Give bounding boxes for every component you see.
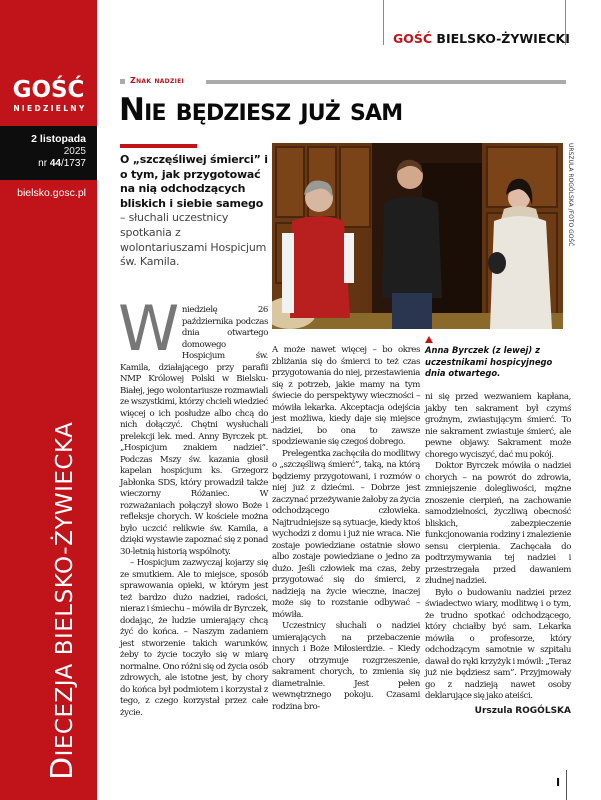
logo-sub: NIEDZIELNY: [13, 104, 87, 113]
gosc-niedzielny-logo: [0, 78, 97, 113]
caption-triangle-icon: [425, 336, 433, 343]
section-rule: [206, 80, 566, 84]
section-label: Znak nadziei: [130, 76, 185, 85]
lead-bold: O „szczęśliwej śmierci” i o tym, jak przygotować na nią odchodzących bliskich i siebie samego: [120, 153, 268, 210]
issue-year: 2025: [63, 146, 86, 157]
issue-date: 2 listopada: [31, 133, 86, 145]
logo-main: GOŚĆ: [12, 77, 85, 103]
issue-number-value: 44: [49, 158, 61, 169]
issue-prefix: nr: [38, 158, 48, 169]
diocese-rest: IECEZJA BIELSKO-ŻYWIECKA: [52, 421, 78, 757]
masthead: [393, 31, 570, 46]
website-link[interactable]: bielsko.gosc.pl: [17, 187, 86, 199]
diocese-first-letter: D: [45, 756, 80, 780]
drop-cap: W: [118, 292, 179, 365]
article-column-3: [425, 392, 571, 717]
masthead-region: BIELSKO-ŻYWIECKI: [436, 31, 570, 46]
diocese-label: [45, 421, 80, 780]
header-divider-left: [383, 0, 384, 45]
article-photo: [272, 143, 563, 329]
paragraph: [118, 292, 268, 558]
lead-rest: – słuchali uczestnicy spotkania z wolontariuszami Hospicjum św. Kamila.: [120, 211, 267, 269]
photo-caption: Anna Byrczek (z lewej) z uczestnikami hospicyjnego dnia otwartego.: [425, 345, 553, 378]
sidebar: [0, 0, 97, 800]
masthead-brand: GOŚĆ: [393, 31, 433, 46]
page-number-rule: [566, 770, 567, 800]
paragraph: – Hospicjum zazwyczaj kojarzy się ze smutkiem. Ale to miejsce, sposób sprawowania opieki, w którym jest też bardzo dużo nadziei, radości, nieraz i śmiechu – mówiła dr Byrczek, dodając, że ludzie umierający chcą żyć do końca. – Naszym zadaniem jest stworzenie takich warunków, żeby to życie toczyło się w miarę normalne. Ono różni się od życia osób zdrowych, ale istotne jest, by chory do końca był podmiotem i korzystał z tego, z czego korzystał przez całe życie.: [120, 558, 268, 718]
author-byline: Urszula ROGÓLSKA: [474, 705, 571, 716]
paragraph: Doktor Byrczek mówiła o nadziei chorych – na powrót do zdrowia, zmniejszenie dolegliwości, mężne znoszenie cierpień, na zachowanie samodzielności, życzliwą obecność bliskich, zabezpieczenie funkcjonowania rodziny i znalezienie sensu cierpienia. Zachęcała do podtrzymywania tej nadziei i przestrzegała przed dawaniem złudnej nadziei.: [425, 461, 571, 586]
article-title: Nie będziesz już sam: [119, 92, 403, 128]
photo-illustration: [272, 143, 563, 329]
photo-credit: [565, 143, 575, 329]
section-square-icon: [120, 79, 125, 84]
article-column-2: [272, 345, 420, 713]
paragraph: A może nawet więcej – bo okres zbliżania się do śmierci to też czas przygotowania do niej, przestawienia się z potrzeb, jakie mamy na tym świecie do perspektywy wieczności – mówiła lekarka. Akceptacja odejścia jest możliwa, kiedy daje się miejsce nadziei, bo ona to zawsze spodziewanie się czegoś dobrego.: [272, 345, 420, 447]
paragraph-text: niedzielę 26 października podczas dnia otwartego domowego Hospicjum św. Kamila, działającego przy parafii NMP Królowej Polski w Bielsku-Białej, jego wolontariusze rozmawiali ze wszystkimi, którzy chcieli wiedzieć więcej o ich posłudze albo chcą do nich dołączyć. Chętni wysłuchali prelekcji lek. med. Anny Byrczek pt. „Hospicjum znakiem nadziei”. Podczas Mszy św. kazania głosił kapelan hospicjum ks. Grzegorz Jabłonka SDS, który prowadził także wieczorny Różaniec. W rozważaniach połączył słowo Boże i refleksje chorych. W kościele można było uczcić relikwie św. Kamila, a dzięki wystawie zapoznać się z ponad 30-letnią historią wspólnoty.: [120, 305, 268, 557]
paragraph: ni się przed wezwaniem kapłana, jakby ten sakrament był czymś groźnym, zwiastującym śmierć. To nie sakrament zwiastuje śmierć, ale pewne objawy. Sakrament może chorego wyciszyć, dać mu pokój.: [425, 392, 571, 460]
photo-credit-text: URSZULA ROGÓLSKA /FOTO GOŚĆ: [567, 143, 574, 247]
paragraph: Prelegentka zachęciła do modlitwy o „szczęśliwą śmierć”, taką, na którą będziemy przygotowani, i rozmów o niej już z dziećmi. – Dobrze jest zaczynać przeżywanie żałoby za życia odchodzącego człowieka. Najtrudniejsze są sytuacje, kiedy ktoś wychodzi z domu i już nie wraca. Nie zostaje powiedziane ostatnie słowo albo zostaje powiedziane o jedno za dużo. Jeśli człowiek ma czas, żeby przygotować się do śmierci, z nadzieją na życie wieczne, inaczej może się to rozstanie odbywać – mówiła.: [272, 448, 420, 620]
page-number: I: [556, 776, 561, 789]
section-row: [120, 77, 566, 87]
issue-total: /1737: [60, 158, 86, 169]
issue-info: [0, 126, 97, 180]
lead-rule: [120, 144, 197, 148]
issue-number: [0, 158, 86, 170]
article-lead: [120, 153, 268, 270]
article-column-1: [118, 292, 268, 719]
paragraph: Uczestnicy słuchali o nadziei umierających na przebaczenie innych i Boże Miłosierdzie. – Kiedy chory otrzymuje rozgrzeszenie, sakrament chorych, to zmienia się diametralnie. Jest pełen wewnętrznego pokoju. Czasami rodzina bro-: [272, 621, 420, 712]
paragraph: Było o budowaniu nadziei przez świadectwo wiary, modlitwę i o tym, że trudno spotkać odchodzącego, który chciałby być sam. Lekarka mówiła o profesorze, który odchodzącym samotnie w szpitalu dawał do ręki krzyżyk i mówił: „Teraz już nie będziesz sam”. Przyjmowały go z nadzieją nawet osoby deklarujące się jako ateiści.: [425, 587, 571, 701]
